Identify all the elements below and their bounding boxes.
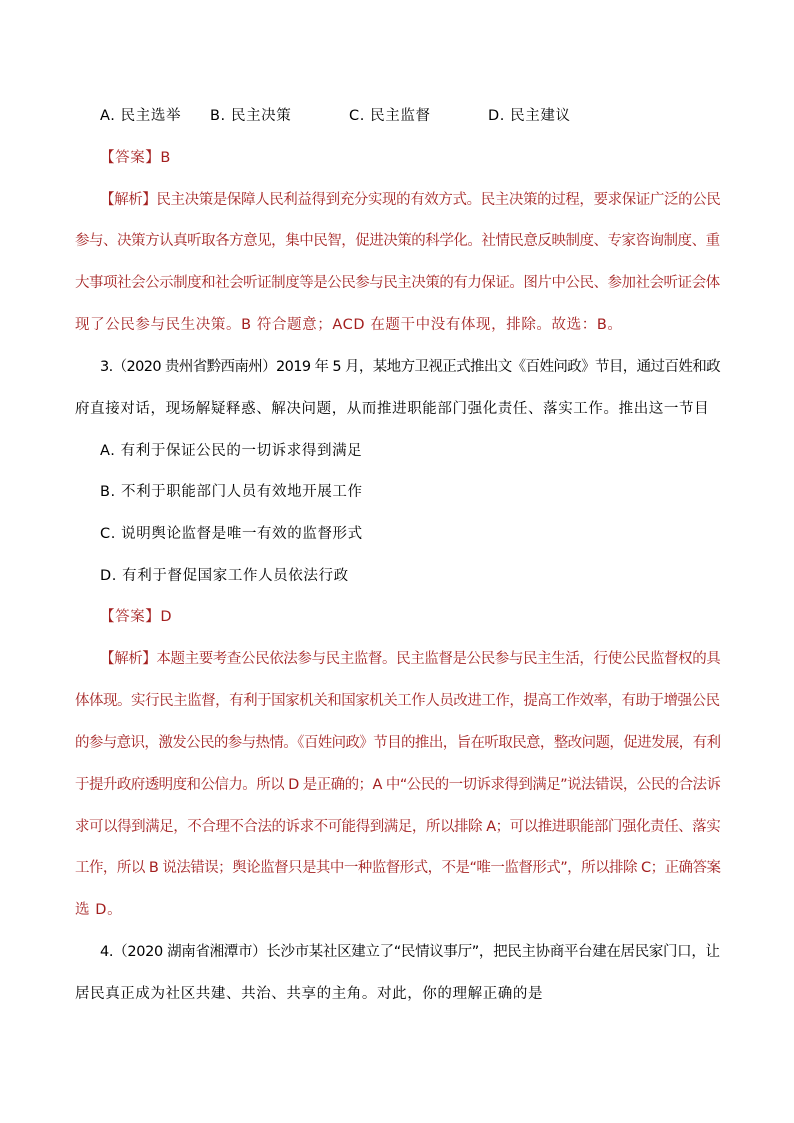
q4-stem-line-2: 居民真正成为社区共建、共治、共享的主角。对此，你的理解正确的是 bbox=[75, 986, 544, 1002]
q3-analysis-line-5: 求可以得到满足，不合理不合法的诉求不可能得到满足，所以排除 A；可以推进职能部门强化责任、落实 bbox=[75, 819, 721, 835]
q3-analysis-line-3: 的参与意识，激发公民的参与热情。《百姓问政》节目的推出，旨在听取民意，整改问题，促进发展，有利 bbox=[75, 735, 721, 751]
q2-answer: 【答案】B bbox=[100, 150, 171, 166]
q2-option-d: D. 民主建议 bbox=[488, 108, 571, 124]
q2-analysis-line-2: 参与、决策方认真听取各方意见，集中民智，促进决策的科学化。社情民意反映制度、专家咨询制度、重 bbox=[75, 233, 720, 249]
q3-option-a: A. 有利于保证公民的一切诉求得到满足 bbox=[100, 443, 363, 459]
q2-analysis-line-3: 大事项社会公示制度和社会听证制度等是公民参与民主决策的有力保证。图片中公民、参加社会听证会体 bbox=[75, 275, 720, 291]
q3-answer: 【答案】D bbox=[100, 609, 173, 625]
q2-option-c: C. 民主监督 bbox=[349, 108, 431, 124]
q3-option-b: B. 不利于职能部门人员有效地开展工作 bbox=[100, 484, 363, 500]
q3-analysis-line-6: 工作，所以 B 说法错误；舆论监督只是其中一种监督形式，不是“唯一监督形式”，所以排除 C；正确答案 bbox=[75, 860, 721, 876]
q3-stem-line-1: 3.（2020 贵州省黔西南州）2019 年 5 月，某地方卫视正式推出文《百姓问政》节目，通过百姓和政 bbox=[100, 359, 720, 375]
q3-option-d: D. 有利于督促国家工作人员依法行政 bbox=[100, 568, 349, 584]
q2-option-a: A. 民主选举 bbox=[100, 108, 182, 124]
q3-analysis-line-4: 于提升政府透明度和公信力。所以 D 是正确的；A 中“公民的一切诉求得到满足”说法错误，公民的合法诉 bbox=[75, 777, 721, 793]
q3-analysis-line-2: 体体现。实行民主监督，有利于国家机关和国家机关工作人员改进工作，提高工作效率，有助于增强公民 bbox=[75, 693, 720, 709]
q2-analysis-line-4: 现了公民参与民生决策。B 符合题意；ACD 在题干中没有体现，排除。故选：B。 bbox=[75, 317, 623, 333]
q3-option-c: C. 说明舆论监督是唯一有效的监督形式 bbox=[100, 526, 363, 542]
q2-option-b: B. 民主决策 bbox=[210, 108, 292, 124]
q3-analysis-line-7: 选 D。 bbox=[75, 902, 123, 918]
q3-stem-line-2: 府直接对话，现场解疑释惑、解决问题，从而推进职能部门强化责任、落实工作。推出这一节目 bbox=[75, 401, 710, 417]
q3-analysis-line-1: 【解析】本题主要考查公民依法参与民主监督。民主监督是公民参与民主生活，行使公民监督权的具 bbox=[100, 651, 721, 667]
q2-analysis-line-1: 【解析】民主决策是保障人民利益得到充分实现的有效方式。民主决策的过程，要求保证广泛的公民 bbox=[100, 192, 721, 208]
q4-stem-line-1: 4.（2020 湖南省湘潭市）长沙市某社区建立了“民情议事厅”，把民主协商平台建在居民家门口，让 bbox=[100, 944, 720, 960]
